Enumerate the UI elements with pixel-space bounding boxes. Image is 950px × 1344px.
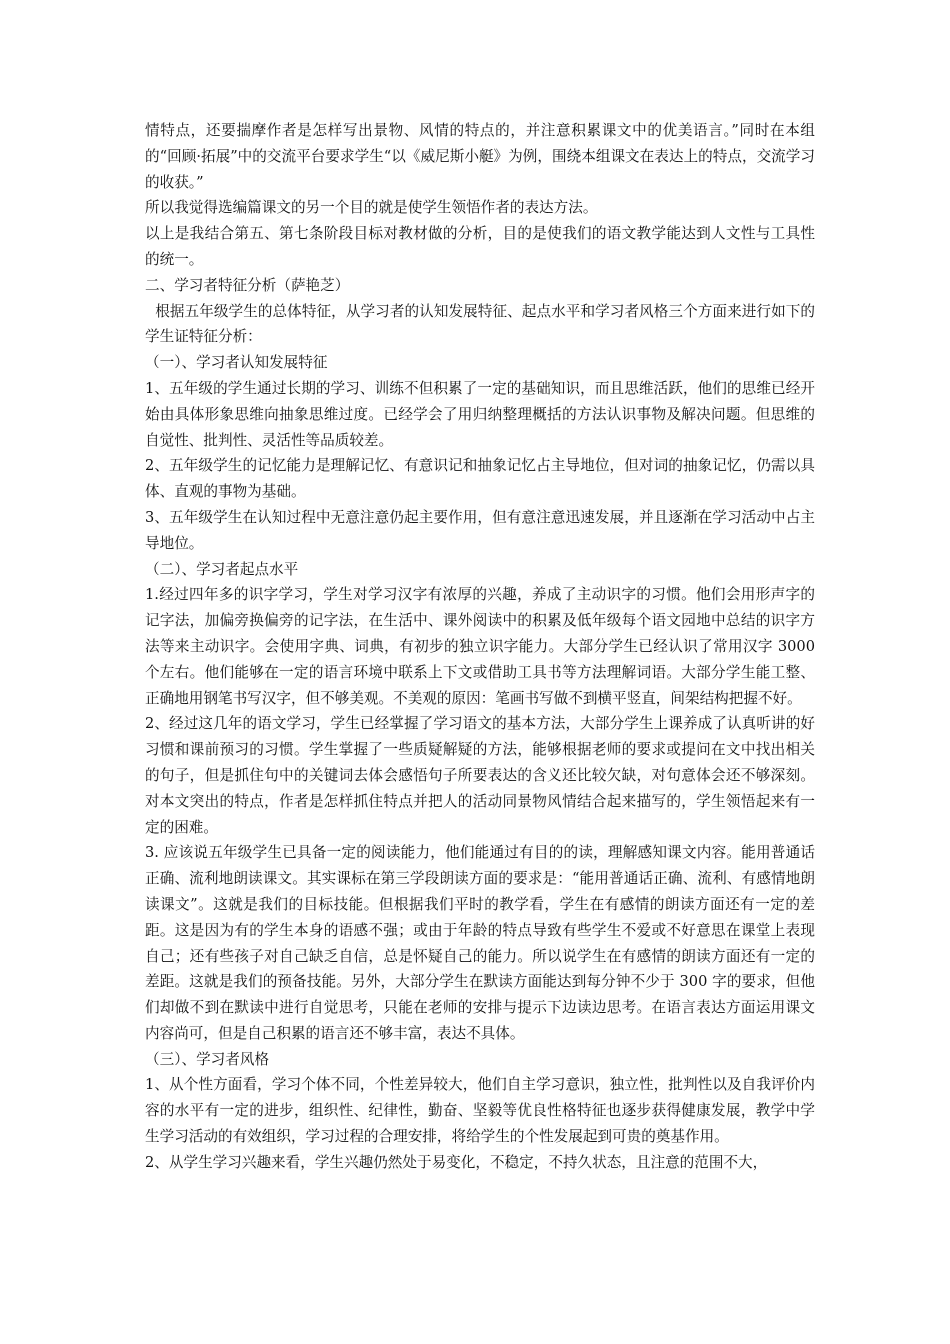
paragraph-style-2: 2、从学生学习兴趣来看，学生兴趣仍然处于易变化，不稳定，不持久状态，且注意的范围不大， [145, 1153, 768, 1171]
paragraph-cognitive-3: 3、五年级学生在认知过程中无意注意仍起主要作用，但有意注意迅速发展，并且逐渐在学习活动中占主导地位。 [145, 508, 815, 552]
subheading-cognitive: （一）、学习者认知发展特征 [145, 354, 328, 372]
paragraph-cognitive-1: 1、五年级的学生通过长期的学习、训练不但积累了一定的基础知识，而且思维活跃，他们的思维已经开始由具体形象思维向抽象思维过度。已经学会了用归纳整理概括的方法认识事物及解决问题。但思维的自觉性、批判性、灵活性等品质较差。 [145, 379, 815, 449]
subheading-learner-style: （三）、学习者风格 [145, 1050, 270, 1068]
section-heading-learner-analysis: 二、学习者特征分析（萨艳芝） [145, 276, 350, 294]
paragraph-style-1: 1、从个性方面看，学习个体不同，个性差异较大，他们自主学习意识，独立性，批判性以及自我评价内容的水平有一定的进步，组织性、纪律性，勤奋、坚毅等优良性格特征也逐步获得健康发展，教学中学生学习活动的有效组织，学习过程的合理安排，将给学生的个性发展起到可贵的奠基作用。 [145, 1076, 815, 1146]
paragraph-starting-1: 1.经过四年多的识字学习，学生对学习汉字有浓厚的兴趣，养成了主动识字的习惯。他们会用形声字的记字法，加偏旁换偏旁的记字法，在生活中、课外阅读中的积累及低年级每个语文园地中总结的识字方法等来主动识字。会使用字典、词典，有初步的独立识字能力。大部分学生已经认识了常用汉字 3000 个左右。他们能够在一定的语言环境中联系上下文或借助工具书等方法理解词语。大部分学生能工整、正确地用钢笔书写汉字，但不够美观。不美观的原因：笔画书写做不到横平竖直，间架结构把握不好。 [145, 586, 815, 707]
paragraph-intro: 根据五年级学生的总体特征，从学习者的认知发展特征、起点水平和学习者风格三个方面来进行如下的学生证特征分析： [145, 302, 815, 346]
paragraph-cognitive-2: 2、五年级学生的记忆能力是理解记忆、有意识记和抽象记忆占主导地位，但对词的抽象记忆，仍需以具体、直观的事物为基础。 [145, 457, 815, 501]
paragraph-starting-3: 3. 应该说五年级学生已具备一定的阅读能力，他们能通过有目的的读，理解感知课文内容。能用普通话正确、流利地朗读课文。其实课标在第三学段朗读方面的要求是：“能用普通话正确、流利、有感情地朗读课文”。这就是我们的目标技能。但根据我们平时的教学看，学生在有感情的朗读方面还有一定的差距。这是因为有的学生本身的语感不强；或由于年龄的特点导致有些学生不爱或不好意思在课堂上表现自己；还有些孩子对自己缺乏自信，总是怀疑自己的能力。所以说学生在有感情的朗读方面还有一定的差距。这就是我们的预备技能。另外，大部分学生在默读方面能达到每分钟不少于 300 字的要求，但他们却做不到在默读中进行自觉思考，只能在老师的安排与提示下边读边思考。在语言表达方面运用课文内容尚可，但是自己积累的语言还不够丰富，表达不具体。 [145, 844, 815, 1042]
subheading-starting-level: （二）、学习者起点水平 [145, 560, 299, 578]
paragraph-continuation: 情特点，还要揣摩作者是怎样写出景物、风情的特点的，并注意积累课文中的优美语言。”同时在本组的“回顾·拓展”中的交流平台要求学生“以《威尼斯小艇》为例，围绕本组课文在表达上的特点，交流学习的收获。” [145, 122, 815, 191]
paragraph-purpose: 所以我觉得选编篇课文的另一个目的就是使学生领悟作者的表达方法。 [145, 199, 598, 217]
document-page [145, 118, 815, 1176]
paragraph-starting-2: 2、经过这几年的语文学习，学生已经掌握了学习语文的基本方法，大部分学生上课养成了认真听讲的好习惯和课前预习的习惯。学生掌握了一些质疑解疑的方法，能够根据老师的要求或提问在文中找出相关的句子，但是抓住句中的关键词去体会感悟句子所要表达的含义还比较欠缺，对句意体会还不够深刻。对本文突出的特点，作者是怎样抓住特点并把人的活动同景物风情结合起来描写的，学生领悟起来有一定的困难。 [145, 715, 815, 836]
paragraph-summary: 以上是我结合第五、第七条阶段目标对教材做的分析，目的是使我们的语文教学能达到人文性与工具性的统一。 [145, 225, 815, 268]
